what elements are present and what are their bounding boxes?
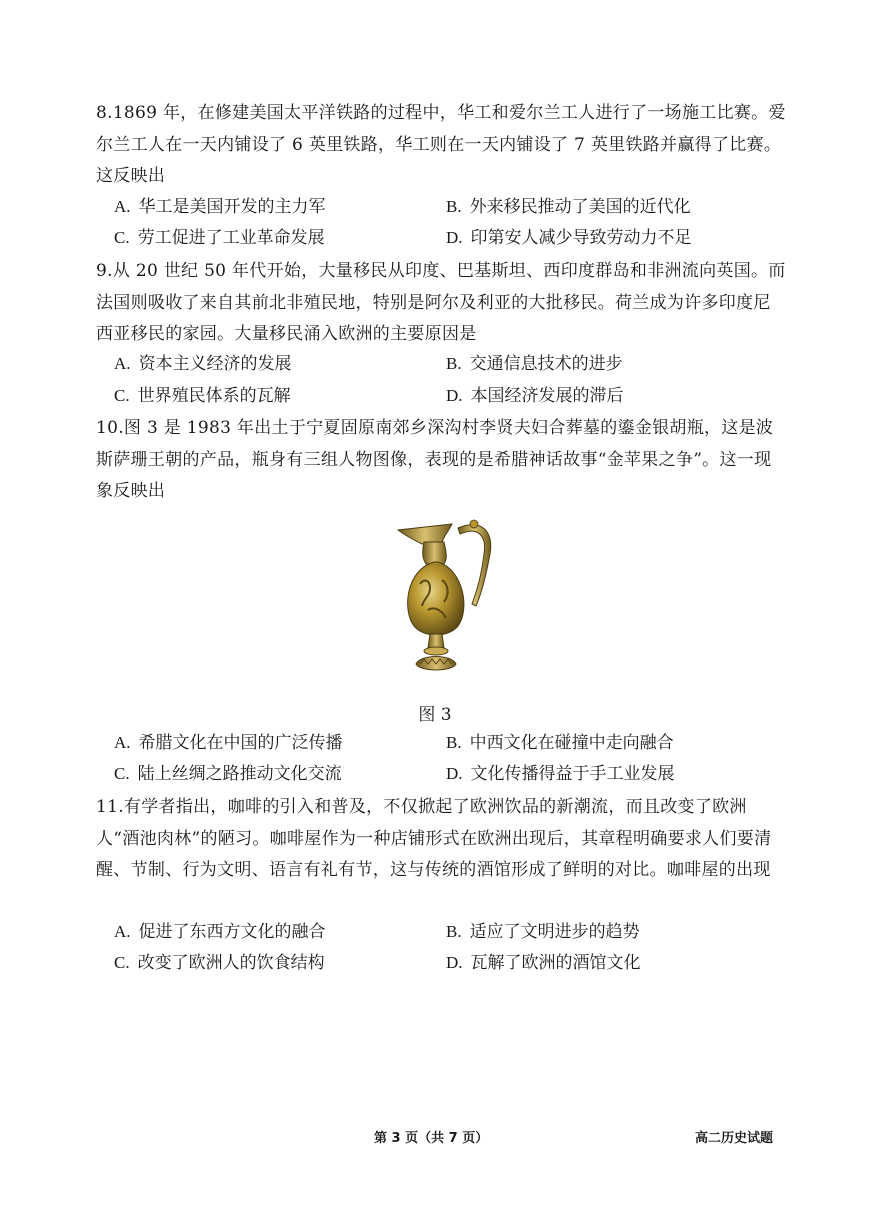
question-11-text: 11.有学者指出，咖啡的引入和普及，不仅掀起了欧洲饮品的新潮流，而且改变了欧洲人“酒池肉林”的陋习。咖啡屋作为一种店铺形式在欧洲出现后，其章程明确要求人们要清醒、节制、行为文明、语言有礼有节，这与传统的酒馆形成了鲜明的对比。咖啡屋的出现	[96, 797, 772, 880]
option-text: 劳工促进了工业革命发展	[137, 228, 325, 248]
option-text: 印第安人减少导致劳动力不足	[470, 228, 692, 248]
option-letter: C.	[114, 228, 130, 247]
option-letter: D.	[446, 386, 463, 405]
question-10-text: 10.图 3 是 1983 年出土于宁夏固原南郊乡深沟村李贤夫妇合葬墓的鎏金银胡瓶，这是波斯萨珊王朝的产品，瓶身有三组人物图像，表现的是希腊神话故事“金苹果之争”。这一现象反映出	[96, 418, 774, 501]
question-10-option-b[interactable]	[446, 731, 674, 755]
option-text: 世界殖民体系的瓦解	[137, 386, 291, 406]
question-9-text: 9.从 20 世纪 50 年代开始，大量移民从印度、巴基斯坦、西印度群岛和非洲流向英国。而法国则吸收了来自其前北非殖民地，特别是阿尔及利亚的大批移民。荷兰成为许多印度尼西亚移民的家园。大量移民涌入欧洲的主要原因是	[96, 261, 786, 344]
option-letter: D.	[446, 228, 463, 247]
option-letter: A.	[114, 733, 131, 752]
question-10-option-a[interactable]	[114, 731, 343, 755]
question-9-option-a[interactable]	[114, 352, 292, 376]
option-text: 资本主义经济的发展	[138, 354, 292, 374]
option-letter: B.	[446, 922, 462, 941]
question-11-option-c[interactable]	[114, 951, 325, 975]
question-10-option-c[interactable]	[114, 762, 342, 786]
option-text: 适应了文明进步的趋势	[469, 922, 640, 942]
question-9-option-c[interactable]	[114, 384, 291, 408]
page-number: 第 3 页（共 7 页）	[374, 1131, 489, 1146]
question-9-option-d[interactable]	[446, 384, 624, 408]
option-text: 华工是美国开发的主力军	[138, 197, 326, 217]
option-letter: A.	[114, 197, 131, 216]
option-letter: A.	[114, 922, 131, 941]
option-letter: C.	[114, 764, 130, 783]
option-text: 文化传播得益于手工业发展	[470, 764, 675, 784]
figure-3-caption: 图 3	[418, 705, 452, 725]
question-10-option-d[interactable]	[446, 762, 675, 786]
question-8-option-c[interactable]	[114, 226, 325, 250]
option-text: 陆上丝绸之路推动文化交流	[137, 764, 342, 784]
option-letter: C.	[114, 953, 130, 972]
exam-title-footer: 高二历史试题	[695, 1131, 774, 1146]
question-9-option-b[interactable]	[446, 352, 623, 376]
question-8-text: 8.1869 年，在修建美国太平洋铁路的过程中，华工和爱尔兰工人进行了一场施工比赛。爱尔兰工人在一天内铺设了 6 英里铁路，华工则在一天内铺设了 7 英里铁路并赢得了比赛。这反映出	[96, 103, 786, 186]
option-letter: D.	[446, 953, 463, 972]
gilt-silver-ewer-image	[390, 514, 502, 678]
question-8-option-d[interactable]	[446, 226, 692, 250]
option-text: 中西文化在碰撞中走向融合	[469, 733, 674, 753]
option-text: 改变了欧洲人的饮食结构	[137, 953, 325, 973]
option-letter: D.	[446, 764, 463, 783]
option-text: 促进了东西方文化的融合	[138, 922, 326, 942]
option-letter: B.	[446, 197, 462, 216]
option-letter: B.	[446, 733, 462, 752]
option-text: 希腊文化在中国的广泛传播	[138, 733, 343, 753]
question-8-option-b[interactable]	[446, 195, 691, 219]
option-letter: B.	[446, 354, 462, 373]
option-text: 外来移民推动了美国的近代化	[469, 197, 691, 217]
question-11-option-a[interactable]	[114, 920, 326, 944]
option-letter: C.	[114, 386, 130, 405]
option-text: 交通信息技术的进步	[469, 354, 623, 374]
option-text: 瓦解了欧洲的酒馆文化	[470, 953, 641, 973]
question-11-option-b[interactable]	[446, 920, 640, 944]
question-11-option-d[interactable]	[446, 951, 641, 975]
question-8-option-a[interactable]	[114, 195, 326, 219]
option-letter: A.	[114, 354, 131, 373]
option-text: 本国经济发展的滞后	[470, 386, 624, 406]
